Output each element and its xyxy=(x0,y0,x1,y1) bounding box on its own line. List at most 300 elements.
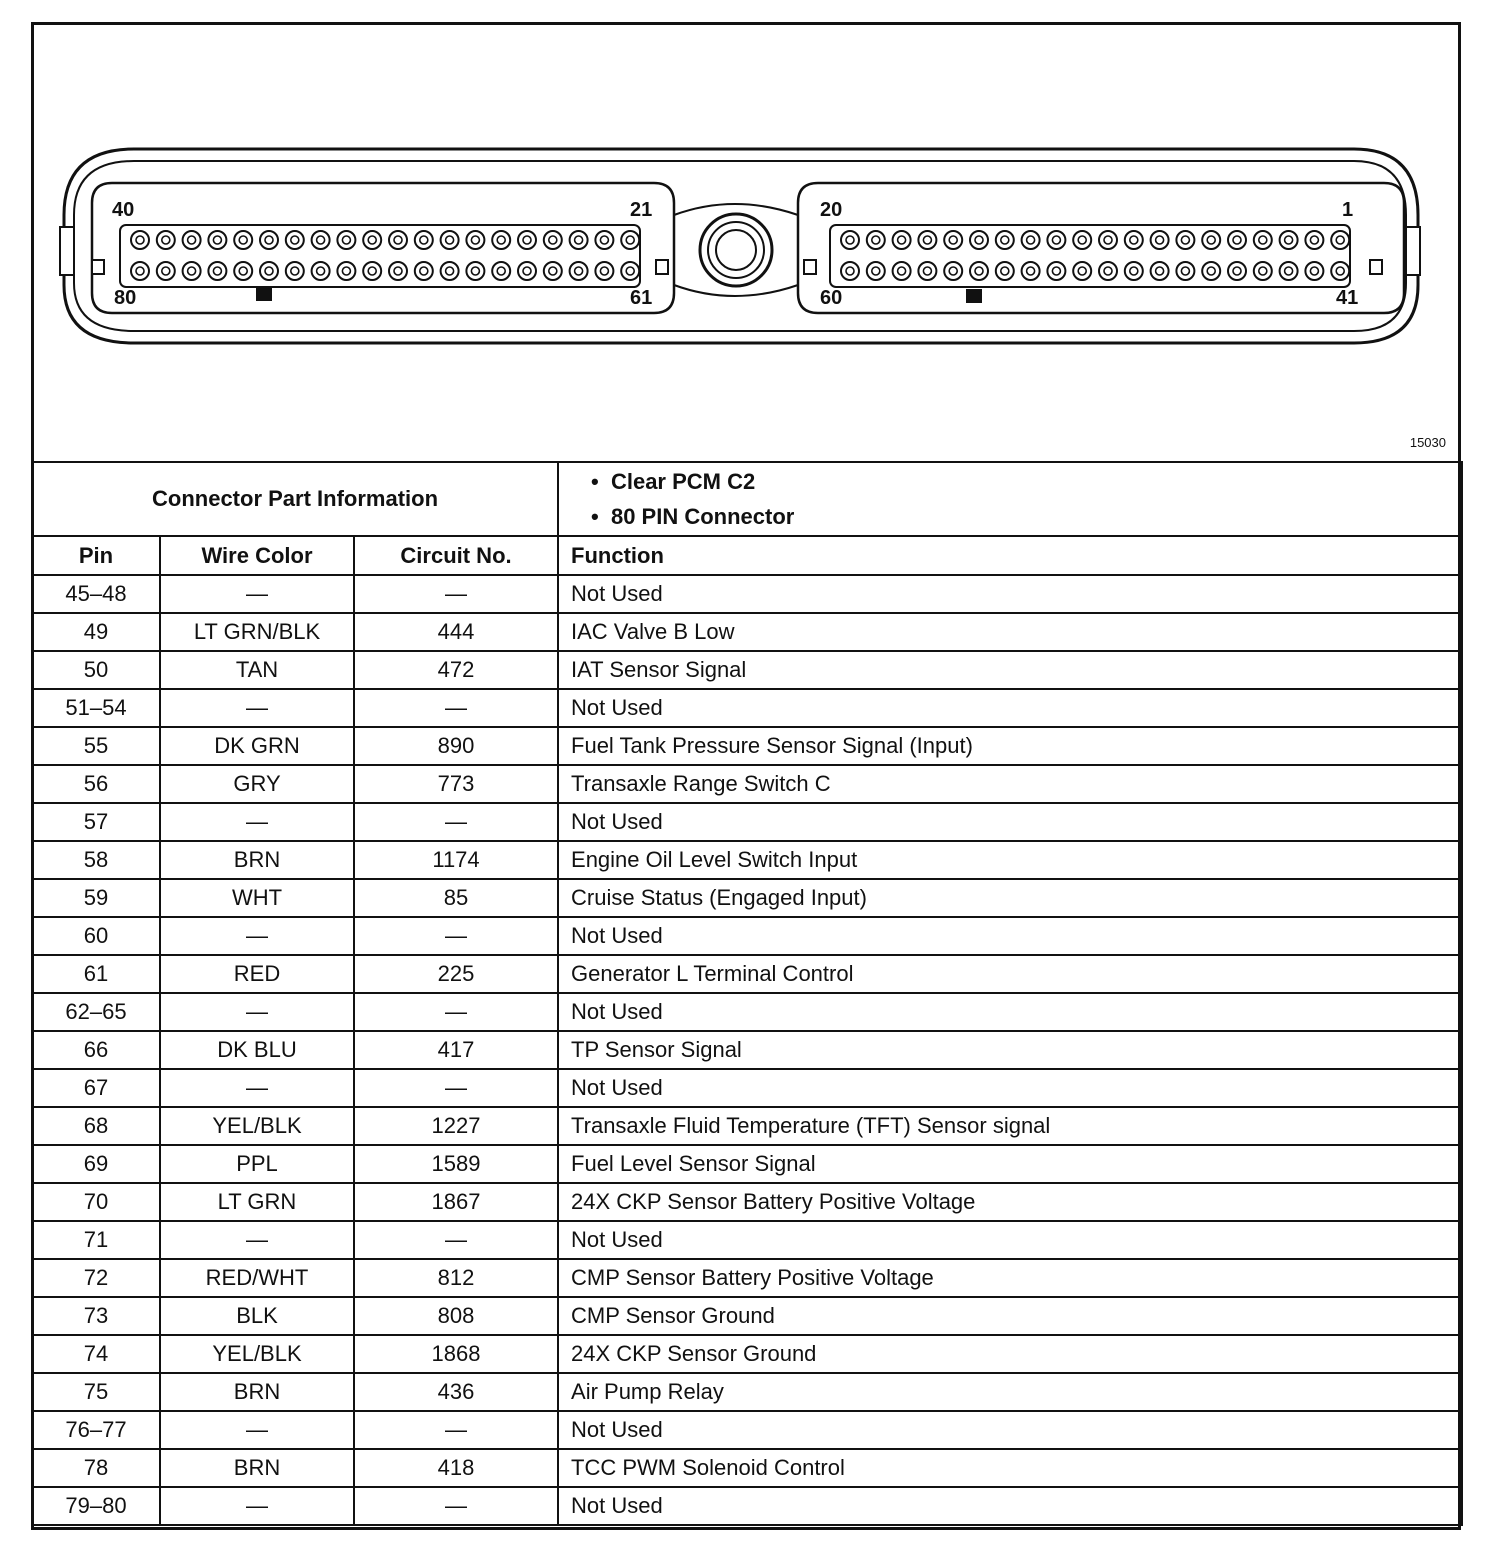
circuit-cell: 85 xyxy=(354,879,558,917)
pin-terminal xyxy=(518,262,536,280)
pin-terminal xyxy=(944,262,962,280)
pin-terminal xyxy=(157,231,175,249)
pin-socket xyxy=(291,236,299,244)
right-key-notch xyxy=(1370,260,1382,274)
pin-socket xyxy=(1233,267,1241,275)
pin-terminal xyxy=(996,231,1014,249)
pin-socket xyxy=(446,236,454,244)
pin-socket xyxy=(975,236,983,244)
table-row xyxy=(32,1259,1462,1297)
table-row xyxy=(32,689,1462,727)
right-block-top-right-label: 1 xyxy=(1342,199,1354,221)
pin-terminal xyxy=(1280,262,1298,280)
table-row xyxy=(32,727,1462,765)
pin-terminal xyxy=(1022,262,1040,280)
wire-color-cell: PPL xyxy=(160,1145,354,1183)
circuit-cell: 472 xyxy=(354,651,558,689)
pin-terminal xyxy=(492,262,510,280)
pin-terminal xyxy=(1125,231,1143,249)
pin-socket xyxy=(1052,267,1060,275)
pin-cell: 45–48 xyxy=(32,575,160,613)
pin-terminal xyxy=(918,262,936,280)
pin-socket xyxy=(1027,267,1035,275)
pin-socket xyxy=(317,236,325,244)
pin-cell: 68 xyxy=(32,1107,160,1145)
center-bolt-inner xyxy=(716,230,756,270)
pin-terminal xyxy=(1099,231,1117,249)
pin-cell: 57 xyxy=(32,803,160,841)
pin-socket xyxy=(923,267,931,275)
pin-socket xyxy=(394,267,402,275)
wire-color-cell: LT GRN xyxy=(160,1183,354,1221)
pin-socket xyxy=(1130,236,1138,244)
pin-socket xyxy=(342,267,350,275)
pin-socket xyxy=(549,267,557,275)
pin-socket xyxy=(549,236,557,244)
pin-terminal xyxy=(286,262,304,280)
pin-terminal xyxy=(286,231,304,249)
pin-socket xyxy=(420,267,428,275)
pin-terminal xyxy=(389,262,407,280)
pin-cell: 58 xyxy=(32,841,160,879)
wire-color-cell: — xyxy=(160,1411,354,1449)
left-block-bottom-right-label: 61 xyxy=(630,287,653,309)
pin-terminal xyxy=(1254,231,1272,249)
pin-socket xyxy=(497,267,505,275)
pin-terminal xyxy=(841,262,859,280)
pin-socket xyxy=(1310,236,1318,244)
table-row xyxy=(32,1373,1462,1411)
pin-socket xyxy=(213,236,221,244)
connector-table xyxy=(31,461,1463,1526)
pin-terminal xyxy=(544,262,562,280)
pin-socket xyxy=(1336,236,1344,244)
circuit-cell: — xyxy=(354,993,558,1031)
table-row xyxy=(32,1183,1462,1221)
wire-color-cell: — xyxy=(160,993,354,1031)
pin-socket xyxy=(575,267,583,275)
pin-terminal xyxy=(1047,262,1065,280)
pin-socket xyxy=(949,267,957,275)
circuit-cell: 773 xyxy=(354,765,558,803)
header-wire-color: Wire Color xyxy=(160,536,354,575)
pin-terminal xyxy=(260,231,278,249)
pin-terminal xyxy=(1073,231,1091,249)
pin-terminal xyxy=(1331,262,1349,280)
pin-cell: 69 xyxy=(32,1145,160,1183)
function-cell: Not Used xyxy=(558,917,1462,955)
pin-socket xyxy=(162,267,170,275)
pin-socket xyxy=(872,236,880,244)
pin-terminal xyxy=(595,262,613,280)
circuit-cell: 444 xyxy=(354,613,558,651)
pin-socket xyxy=(1027,236,1035,244)
wire-color-cell: — xyxy=(160,1221,354,1259)
wire-color-cell: — xyxy=(160,1487,354,1525)
table-row xyxy=(32,1297,1462,1335)
pin-terminal xyxy=(570,262,588,280)
header-pin: Pin xyxy=(32,536,160,575)
pin-cell: 62–65 xyxy=(32,993,160,1031)
pin-socket xyxy=(898,236,906,244)
circuit-cell: — xyxy=(354,803,558,841)
pin-socket xyxy=(317,267,325,275)
wire-color-cell: DK GRN xyxy=(160,727,354,765)
pin-terminal xyxy=(337,262,355,280)
pin-terminal xyxy=(1099,262,1117,280)
pin-cell: 72 xyxy=(32,1259,160,1297)
circuit-cell: 436 xyxy=(354,1373,558,1411)
pin-terminal xyxy=(234,262,252,280)
circuit-cell: 418 xyxy=(354,1449,558,1487)
circuit-cell: — xyxy=(354,1069,558,1107)
left-polarity-mark xyxy=(256,287,272,301)
pin-terminal xyxy=(415,262,433,280)
function-cell: Not Used xyxy=(558,993,1462,1031)
pin-terminal xyxy=(157,262,175,280)
pin-socket xyxy=(898,267,906,275)
pin-socket xyxy=(1259,267,1267,275)
circuit-cell: — xyxy=(354,1221,558,1259)
pin-socket xyxy=(523,267,531,275)
function-cell: 24X CKP Sensor Battery Positive Voltage xyxy=(558,1183,1462,1221)
pin-terminal xyxy=(466,231,484,249)
circuit-cell: 1589 xyxy=(354,1145,558,1183)
function-cell: Cruise Status (Engaged Input) xyxy=(558,879,1462,917)
table-row xyxy=(32,1449,1462,1487)
circuit-cell: — xyxy=(354,1411,558,1449)
pin-socket xyxy=(239,267,247,275)
bullet-item: • 80 PIN Connector xyxy=(591,504,795,529)
header-circuit-no: Circuit No. xyxy=(354,536,558,575)
pin-terminal xyxy=(363,262,381,280)
pin-terminal xyxy=(570,231,588,249)
function-cell: TCC PWM Solenoid Control xyxy=(558,1449,1462,1487)
pin-terminal xyxy=(1047,231,1065,249)
pin-socket xyxy=(626,267,634,275)
pin-cell: 50 xyxy=(32,651,160,689)
header-function: Function xyxy=(558,536,1462,575)
wire-color-cell: — xyxy=(160,689,354,727)
pin-terminal xyxy=(867,262,885,280)
pin-terminal xyxy=(183,231,201,249)
pin-socket xyxy=(1207,236,1215,244)
pin-terminal xyxy=(389,231,407,249)
pin-cell: 70 xyxy=(32,1183,160,1221)
pin-cell: 74 xyxy=(32,1335,160,1373)
circuit-cell: — xyxy=(354,1487,558,1525)
table-row xyxy=(32,917,1462,955)
table-row xyxy=(32,993,1462,1031)
table-body xyxy=(32,575,1462,1525)
pin-socket xyxy=(1001,236,1009,244)
right-latch xyxy=(1406,227,1420,275)
pin-terminal xyxy=(1151,262,1169,280)
function-cell: Generator L Terminal Control xyxy=(558,955,1462,993)
pin-socket xyxy=(923,236,931,244)
function-cell: IAT Sensor Signal xyxy=(558,651,1462,689)
pin-terminal xyxy=(970,231,988,249)
pin-socket xyxy=(600,236,608,244)
pin-cell: 79–80 xyxy=(32,1487,160,1525)
circuit-cell: 890 xyxy=(354,727,558,765)
pin-socket xyxy=(1233,236,1241,244)
pin-terminal xyxy=(893,262,911,280)
pin-socket xyxy=(213,267,221,275)
function-cell: Not Used xyxy=(558,1411,1462,1449)
function-cell: Not Used xyxy=(558,803,1462,841)
connector-sheet xyxy=(31,22,1461,1530)
pin-socket xyxy=(846,267,854,275)
pin-terminal xyxy=(867,231,885,249)
pin-cell: 51–54 xyxy=(32,689,160,727)
pin-socket xyxy=(626,236,634,244)
connector-part-info-title: Connector Part Information xyxy=(32,462,558,536)
pin-terminal xyxy=(1331,231,1349,249)
pin-socket xyxy=(420,236,428,244)
pin-terminal xyxy=(996,262,1014,280)
pin-cell: 60 xyxy=(32,917,160,955)
table-header-row xyxy=(32,536,1462,575)
circuit-cell: 417 xyxy=(354,1031,558,1069)
pin-cell: 67 xyxy=(32,1069,160,1107)
pin-terminal xyxy=(1228,231,1246,249)
pin-socket xyxy=(188,267,196,275)
pin-socket xyxy=(1310,267,1318,275)
pin-cell: 61 xyxy=(32,955,160,993)
pin-socket xyxy=(1285,236,1293,244)
pin-terminal xyxy=(415,231,433,249)
function-cell: Fuel Tank Pressure Sensor Signal (Input) xyxy=(558,727,1462,765)
function-cell: 24X CKP Sensor Ground xyxy=(558,1335,1462,1373)
pin-socket xyxy=(446,267,454,275)
pin-terminal xyxy=(893,231,911,249)
wire-color-cell: GRY xyxy=(160,765,354,803)
table-row xyxy=(32,1145,1462,1183)
bullet-text: 80 PIN Connector xyxy=(610,504,795,529)
pin-terminal xyxy=(1073,262,1091,280)
left-key-notch-right xyxy=(656,260,668,274)
table-row xyxy=(32,1487,1462,1525)
pin-socket xyxy=(846,236,854,244)
pin-socket xyxy=(394,236,402,244)
function-cell: Fuel Level Sensor Signal xyxy=(558,1145,1462,1183)
pin-socket xyxy=(949,236,957,244)
pin-cell: 66 xyxy=(32,1031,160,1069)
function-cell: Engine Oil Level Switch Input xyxy=(558,841,1462,879)
pin-terminal xyxy=(337,231,355,249)
wire-color-cell: — xyxy=(160,803,354,841)
circuit-cell: 808 xyxy=(354,1297,558,1335)
center-boss xyxy=(674,204,798,296)
pin-terminal xyxy=(841,231,859,249)
pin-terminal xyxy=(260,262,278,280)
pin-socket xyxy=(136,267,144,275)
pin-terminal xyxy=(1151,231,1169,249)
pin-cell: 56 xyxy=(32,765,160,803)
function-cell: TP Sensor Signal xyxy=(558,1031,1462,1069)
table-row xyxy=(32,803,1462,841)
table-row xyxy=(32,1221,1462,1259)
pin-terminal xyxy=(1202,262,1220,280)
connector-info-bullets xyxy=(558,462,1462,536)
table-row xyxy=(32,1107,1462,1145)
circuit-cell: 1227 xyxy=(354,1107,558,1145)
pin-socket xyxy=(342,236,350,244)
table-row xyxy=(32,1069,1462,1107)
pin-socket xyxy=(1052,236,1060,244)
pin-cell: 75 xyxy=(32,1373,160,1411)
pin-terminal xyxy=(1305,231,1323,249)
wire-color-cell: BRN xyxy=(160,841,354,879)
wire-color-cell: WHT xyxy=(160,879,354,917)
pin-socket xyxy=(265,236,273,244)
pin-terminal xyxy=(131,231,149,249)
table-row xyxy=(32,765,1462,803)
function-cell: CMP Sensor Battery Positive Voltage xyxy=(558,1259,1462,1297)
right-block-top-left-label: 20 xyxy=(820,199,843,221)
table-row xyxy=(32,1031,1462,1069)
pin-terminal xyxy=(621,231,639,249)
pin-socket xyxy=(975,267,983,275)
pin-socket xyxy=(471,236,479,244)
circuit-cell: 1174 xyxy=(354,841,558,879)
table-row xyxy=(32,651,1462,689)
wire-color-cell: BLK xyxy=(160,1297,354,1335)
circuit-cell: 1867 xyxy=(354,1183,558,1221)
function-cell: Not Used xyxy=(558,1221,1462,1259)
pin-socket xyxy=(1078,236,1086,244)
wire-color-cell: YEL/BLK xyxy=(160,1335,354,1373)
pin-terminal xyxy=(518,231,536,249)
circuit-cell: — xyxy=(354,917,558,955)
pin-socket xyxy=(368,267,376,275)
pin-socket xyxy=(1104,236,1112,244)
pin-terminal xyxy=(1176,262,1194,280)
pin-terminal xyxy=(234,231,252,249)
pin-cell: 73 xyxy=(32,1297,160,1335)
connector-drawing xyxy=(34,25,1458,461)
circuit-cell: — xyxy=(354,689,558,727)
wire-color-cell: BRN xyxy=(160,1449,354,1487)
connector-diagram xyxy=(34,25,1458,461)
pin-terminal xyxy=(1125,262,1143,280)
connector-info-row xyxy=(32,462,1462,536)
wire-color-cell: YEL/BLK xyxy=(160,1107,354,1145)
table-row xyxy=(32,575,1462,613)
pin-terminal xyxy=(441,231,459,249)
function-cell: Transaxle Range Switch C xyxy=(558,765,1462,803)
pin-socket xyxy=(368,236,376,244)
pin-socket xyxy=(188,236,196,244)
pin-terminal xyxy=(466,262,484,280)
wire-color-cell: DK BLU xyxy=(160,1031,354,1069)
pin-socket xyxy=(1156,236,1164,244)
pin-socket xyxy=(497,236,505,244)
wire-color-cell: RED xyxy=(160,955,354,993)
pin-socket xyxy=(162,236,170,244)
center-bolt-outer xyxy=(700,214,772,286)
bullet-text: Clear PCM C2 xyxy=(610,469,756,494)
pin-terminal xyxy=(544,231,562,249)
pin-socket xyxy=(136,236,144,244)
pin-cell: 78 xyxy=(32,1449,160,1487)
pin-cell: 55 xyxy=(32,727,160,765)
left-latch xyxy=(60,227,74,275)
table-row xyxy=(32,1411,1462,1449)
table-row xyxy=(32,955,1462,993)
pin-terminal xyxy=(441,262,459,280)
connector-shell-inner xyxy=(74,161,1406,331)
pin-socket xyxy=(239,236,247,244)
function-cell: CMP Sensor Ground xyxy=(558,1297,1462,1335)
function-cell: Not Used xyxy=(558,689,1462,727)
pin-terminal xyxy=(1280,231,1298,249)
pin-terminal xyxy=(1305,262,1323,280)
pin-socket xyxy=(471,267,479,275)
pin-cell: 76–77 xyxy=(32,1411,160,1449)
wire-color-cell: TAN xyxy=(160,651,354,689)
function-cell: Transaxle Fluid Temperature (TFT) Sensor signal xyxy=(558,1107,1462,1145)
right-polarity-mark xyxy=(966,289,982,303)
pin-terminal xyxy=(363,231,381,249)
pin-terminal xyxy=(1254,262,1272,280)
pin-socket xyxy=(575,236,583,244)
figure-id: 15030 xyxy=(1409,435,1446,450)
pin-socket xyxy=(291,267,299,275)
left-block-top-left-label: 40 xyxy=(112,199,135,221)
pin-terminal xyxy=(621,262,639,280)
pin-socket xyxy=(1130,267,1138,275)
pin-array xyxy=(131,231,1349,280)
left-block-top-right-label: 21 xyxy=(630,199,653,221)
wire-color-cell: — xyxy=(160,917,354,955)
pin-terminal xyxy=(1176,231,1194,249)
pin-terminal xyxy=(944,231,962,249)
wire-color-cell: — xyxy=(160,1069,354,1107)
pin-terminal xyxy=(312,231,330,249)
pin-terminal xyxy=(312,262,330,280)
pin-cell: 71 xyxy=(32,1221,160,1259)
right-block-bottom-right-label: 41 xyxy=(1336,287,1359,309)
pin-terminal xyxy=(492,231,510,249)
right-key-notch-left xyxy=(804,260,816,274)
circuit-cell: 225 xyxy=(354,955,558,993)
function-cell: Not Used xyxy=(558,1487,1462,1525)
pin-socket xyxy=(1156,267,1164,275)
pin-socket xyxy=(1259,236,1267,244)
bullet-item: • Clear PCM C2 xyxy=(591,469,756,494)
table-row xyxy=(32,1335,1462,1373)
wire-color-cell: RED/WHT xyxy=(160,1259,354,1297)
pin-terminal xyxy=(1228,262,1246,280)
circuit-cell: 812 xyxy=(354,1259,558,1297)
pin-terminal xyxy=(208,262,226,280)
circuit-cell: — xyxy=(354,575,558,613)
table-row xyxy=(32,613,1462,651)
right-block-bottom-left-label: 60 xyxy=(820,287,843,309)
pin-socket xyxy=(1181,236,1189,244)
pin-terminal xyxy=(595,231,613,249)
pin-socket xyxy=(1181,267,1189,275)
function-cell: Air Pump Relay xyxy=(558,1373,1462,1411)
circuit-cell: 1868 xyxy=(354,1335,558,1373)
wire-color-cell: BRN xyxy=(160,1373,354,1411)
wire-color-cell: LT GRN/BLK xyxy=(160,613,354,651)
pin-socket xyxy=(600,267,608,275)
pin-terminal xyxy=(208,231,226,249)
function-cell: Not Used xyxy=(558,1069,1462,1107)
